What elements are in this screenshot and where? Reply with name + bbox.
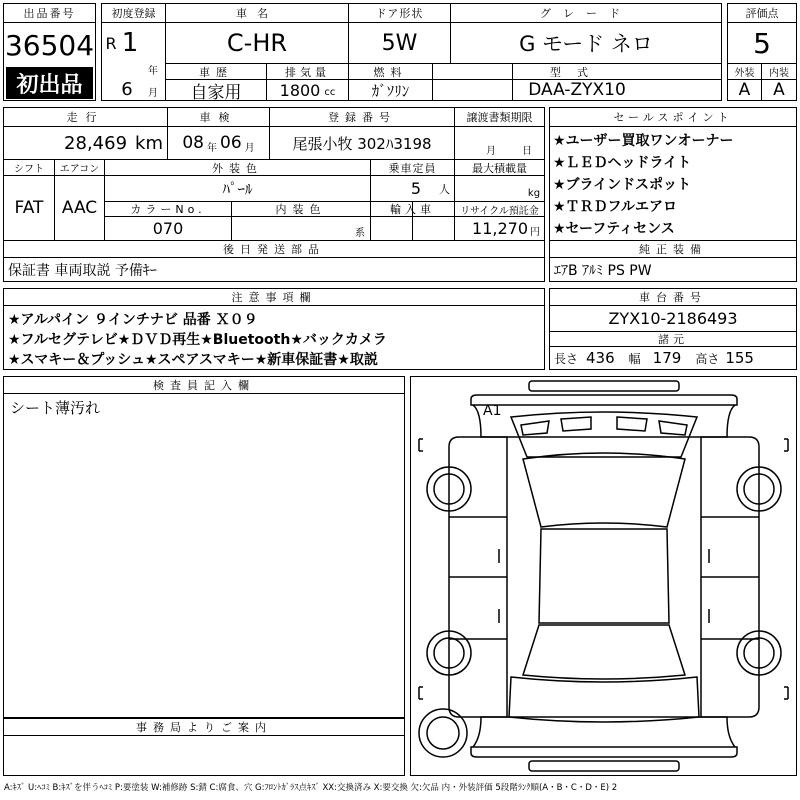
mileage-value: 28,469	[64, 132, 128, 154]
score-value: 5	[753, 26, 771, 60]
length-label: 長さ	[554, 351, 579, 366]
capacity	[371, 176, 454, 201]
color-no-label: カラーNo.	[130, 203, 206, 216]
height-value: 155	[725, 349, 754, 367]
damage-legend: A:ｷｽﾞ U:ﾍｺﾐ B:ｷｽﾞを伴うﾍｺﾐ P:要塗装 W:補修跡 S:錆 C:腐食、穴 G:ﾌﾛﾝﾄｶﾞﾗｽ点ｷｽﾞ XX:交換済み X:要交換 欠:欠品 内・外装評価 5段階ﾗﾝｸ順(A・B・C・D・E) 2	[4, 783, 618, 793]
door-label: ドア形状	[375, 7, 424, 20]
equipment-label: 純正装備	[639, 243, 707, 256]
reg-year: 1	[121, 28, 139, 58]
note-line: ★フルセグテレビ★ＤＶＤ再生★Bluetooth★バックカメラ	[8, 332, 387, 348]
first-listing-badge: 初出品	[6, 67, 93, 99]
car-name: C-HR	[226, 29, 288, 57]
recycle-label: リサイクル預託金	[460, 205, 539, 216]
notes-label: 注意事項欄	[231, 291, 317, 304]
exterior-color-label: 外装色	[212, 161, 263, 175]
displacement	[267, 80, 348, 100]
plate-number: 尾張小牧 302ﾊ3198	[292, 134, 432, 153]
exterior-score-label: 外装	[734, 68, 755, 79]
note-line: ★スマキー＆プッシュ★スペアスマキー★新車保証書★取説	[8, 352, 378, 368]
inspection-label: 車検	[199, 111, 238, 124]
model-code-label: 型式	[550, 65, 604, 79]
capacity-unit: 人	[439, 182, 450, 196]
equipment-box	[549, 240, 797, 282]
max-load-label: 最大積載量	[472, 161, 527, 175]
car-diagram-box	[410, 376, 797, 776]
sales-point-item: ★ＬＥＤヘッドライト	[553, 155, 692, 171]
lot-number-label: 出品番号	[23, 7, 76, 20]
recycle-fee-unit: 円	[530, 227, 540, 238]
inspection-date	[168, 127, 269, 159]
interior-score: A	[773, 80, 785, 100]
mileage-unit: km	[135, 132, 163, 154]
exterior-color: ﾊﾟｰﾙ	[222, 180, 253, 198]
specs-label: 諸元	[658, 333, 688, 346]
score-label: 評価点	[745, 7, 779, 20]
lot-number-box	[3, 3, 96, 101]
fuel-type: ｶﾞｿﾘﾝ	[371, 81, 410, 100]
inspection-year: 08	[182, 133, 204, 153]
dimensions	[550, 347, 796, 369]
width-value: 179	[652, 349, 682, 367]
later-parts-label: 後日発送部品	[223, 243, 325, 256]
equipment: ｴｱB ｱﾙﾐ PS PW	[554, 262, 652, 279]
displacement-unit: cc	[324, 86, 336, 98]
chassis-number: ZYX10-2186493	[608, 309, 738, 328]
recycle-fee	[455, 217, 544, 240]
office-box	[3, 718, 405, 776]
notes-box	[3, 288, 545, 370]
model-code: DAA-ZYX10	[528, 80, 626, 100]
reg-month: 6	[121, 78, 133, 100]
transfer-month-unit: 月	[486, 145, 496, 156]
color-number: 070	[152, 219, 184, 238]
sales-point-item: ★ユーザー買取ワンオーナー	[553, 133, 734, 149]
later-parts-box	[3, 240, 545, 282]
inspection-year-unit: 年	[207, 142, 217, 154]
office-label: 事務局よりご案内	[136, 721, 272, 734]
door-type: 5W	[381, 30, 418, 56]
mileage-label: 走行	[66, 111, 105, 124]
vehicle-info-box	[101, 3, 722, 101]
car-diagram	[411, 377, 796, 775]
grade: G モード ネロ	[519, 32, 653, 56]
details-box	[3, 107, 545, 241]
max-load-unit: kg	[527, 187, 541, 199]
inspection-month: 06	[220, 133, 242, 153]
inspector-label: 検査員記入欄	[153, 379, 255, 392]
first-reg-label: 初度登録	[111, 7, 156, 20]
exterior-score: A	[738, 80, 751, 100]
displacement-value: 1800	[279, 80, 321, 100]
inspection-month-unit: 月	[244, 142, 255, 154]
sales-points-label: セールスポイント	[613, 111, 733, 124]
transfer-day-unit: 日	[522, 145, 532, 156]
aircon: AAC	[61, 198, 98, 218]
reg-year-unit: 年	[148, 65, 158, 76]
chassis-label: 車台番号	[639, 291, 707, 304]
recycle-fee-value: 11,270	[472, 219, 528, 238]
sales-point-item: ★ブラインドスポット	[553, 177, 691, 193]
sales-point-item: ★ＴＲＤフルエアロ	[553, 199, 677, 215]
reg-era: R	[105, 33, 117, 53]
chassis-box	[549, 288, 797, 370]
grade-label: グレード	[540, 7, 632, 20]
displacement-label: 排気量	[285, 65, 330, 79]
fuel-label: 燃料	[373, 65, 408, 79]
import-label: 輸入車	[390, 203, 435, 216]
score-box	[727, 3, 797, 101]
reg-month-unit: 月	[148, 87, 158, 98]
inspector-box	[3, 376, 405, 718]
car-history: 自家用	[190, 82, 242, 100]
capacity-label: 乗車定員	[388, 161, 437, 175]
interior-color-label: 内装色	[275, 203, 327, 216]
capacity-value: 5	[410, 179, 421, 198]
inspector-comment: シート薄汚れ	[10, 399, 101, 417]
car-name-label: 車名	[236, 7, 278, 20]
transfer-label: 譲渡書類期限	[466, 111, 533, 124]
interior-color-unit: 系	[355, 227, 365, 238]
height-label: 高さ	[695, 351, 720, 366]
sales-points-box	[549, 107, 797, 241]
length-value: 436	[586, 349, 615, 367]
aircon-label: エアコン	[59, 164, 100, 175]
note-line: ★アルパイン ９インチナビ 品番 Ｘ０９	[8, 312, 258, 328]
sales-point-item: ★セーフティセンス	[553, 221, 675, 237]
shift-label: シフト	[14, 164, 44, 175]
interior-score-label: 内装	[769, 68, 789, 79]
damage-mark: A1	[483, 403, 502, 419]
shift: FAT	[14, 198, 44, 218]
later-parts: 保証書 車両取説 予備ｷｰ	[8, 262, 157, 279]
history-label: 車歴	[199, 65, 233, 79]
lot-number: 36504	[4, 28, 95, 62]
plate-label: 登録番号	[328, 111, 396, 124]
mileage	[4, 127, 167, 159]
width-label: 幅	[628, 351, 641, 366]
